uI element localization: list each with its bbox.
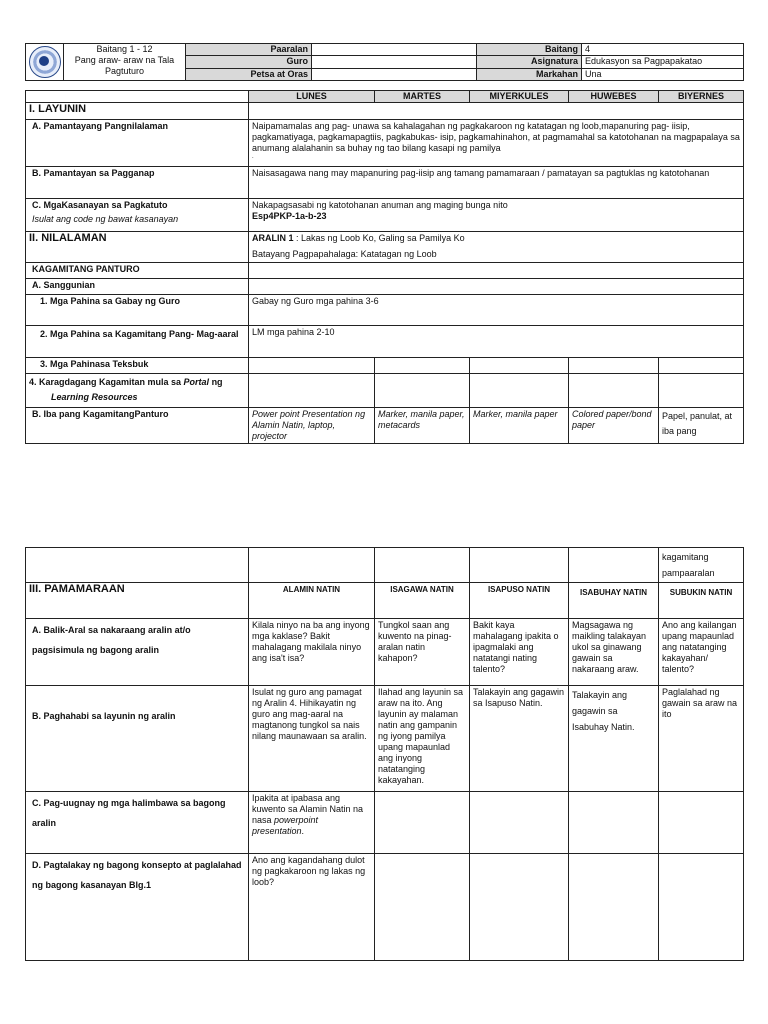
empty-cell (569, 374, 659, 408)
lesson-table-2 (25, 547, 744, 961)
pamantayang-pangnilalaman-label: A. Pamantayang Pangnilalaman (26, 120, 249, 167)
grade-label: Baitang (477, 44, 582, 56)
day-thursday: HUWEBES (569, 91, 659, 103)
materials-thursday: Colored paper/bond paper (569, 408, 659, 444)
balik-aral-wednesday: Bakit kaya mahalagang ipakita o ipagmalaki ang natatangi nating talento? (470, 619, 569, 686)
day-tuesday: MARTES (375, 91, 470, 103)
quarter-value: Una (582, 68, 744, 80)
empty-cell (249, 358, 375, 374)
teacher-label: Guro (186, 56, 312, 68)
portal-pre: 4. Karagdagang Kagamitan mula sa (29, 377, 184, 387)
header-isagawa: ISAGAWA NATIN (375, 583, 470, 619)
pamantayan-pagganap-text: Naisasagawa nang may mapanuring pag-iisip ang tamang pamamaraan / pamatayan sa pagtuklas ng katotohanan (249, 167, 744, 199)
school-label: Paaralan (186, 44, 312, 56)
empty-cell (375, 374, 470, 408)
empty-cell (569, 854, 659, 961)
pag-uugnay-label: C. Pag-uugnay ng mga halimbawa sa bagong aralin (26, 792, 249, 854)
paghahabi-label: B. Paghahabi sa layunin ng aralin (26, 686, 249, 792)
blank-corner (26, 91, 249, 103)
empty-cell (375, 792, 470, 854)
balik-aral-tuesday: Tungkol saan ang kuwento na pinag-aralan natin kahapon? (375, 619, 470, 686)
balik-aral-friday: Ano ang kailangan upang mapaunlad ang natatanging kakayahan/ talento? (659, 619, 744, 686)
materials-tuesday: Marker, manila paper, metacards (375, 408, 470, 444)
subject-value: Edukasyon sa Pagpapakatao (582, 56, 744, 68)
empty-cell (470, 358, 569, 374)
teksbuk-label: 3. Mga Pahinasa Teksbuk (26, 358, 249, 374)
empty-cell (659, 358, 744, 374)
lm-label: 2. Mga Pahina sa Kagamitang Pang- Mag-aaral (26, 326, 249, 358)
balik-aral-label: A. Balik-Aral sa nakaraang aralin at/o pagsisimula ng bagong aralin (26, 619, 249, 686)
balik-aral-monday: Kilala ninyo na ba ang inyong mga kaklase? Bakit mahalagang makilala ninyo ang isa't isa? (249, 619, 375, 686)
school-value (312, 44, 477, 56)
lm-text: LM mga pahina 2-10 (249, 326, 744, 358)
kagamitang-panturo: KAGAMITANG PANTURO (26, 263, 249, 279)
materials-friday: Papel, panulat, at iba pang (659, 408, 744, 444)
aralin-cell (249, 232, 744, 263)
empty-cell (569, 548, 659, 583)
competency: Nakapagsasabi ng katotohanan anuman ang maging bunga nito (252, 200, 508, 210)
day-wednesday: MIYERKULES (470, 91, 569, 103)
aralin-number: ARALIN 1 (252, 233, 294, 243)
pamantayang-pangnilalaman-text (249, 120, 744, 167)
portal-line2: Learning Resources (51, 392, 138, 402)
content-standard-dot: . (252, 154, 254, 160)
empty-cell (249, 548, 375, 583)
empty-cell (249, 279, 744, 295)
empty-cell (659, 374, 744, 408)
paghahabi-friday: Paglalahad ng gawain sa araw na ito (659, 686, 744, 792)
empty-cell (569, 358, 659, 374)
materials-monday: Power point Presentation ng Alamin Natin, laptop, projector (249, 408, 375, 444)
header-isapuso: ISAPUSO NATIN (470, 583, 569, 619)
portal-label (26, 374, 249, 408)
empty-cell (249, 103, 744, 120)
pagtalakay-monday: Ano ang kagandahang dulot ng pagkakaroon ng lakas ng loob? (249, 854, 375, 961)
empty-cell (375, 548, 470, 583)
paghahabi-thursday: Talakayin ang gagawin sa Isabuhay Natin. (569, 686, 659, 792)
empty-cell (470, 374, 569, 408)
pag-uugnay-end: . (301, 826, 305, 836)
title-line1: Pang araw- araw na Tala (74, 55, 175, 65)
competency-code: Esp4PKP-1a-b-23 (252, 211, 327, 221)
header-isabuhay: ISABUHAY NATIN (569, 583, 659, 619)
empty-cell (470, 792, 569, 854)
header-title (64, 44, 186, 81)
paghahabi-tuesday: Ilahad ang layunin sa araw na ito. Ang layunin ay malaman natin ang gampanin ng iyong pamilya upang mapaunlad ang inyong natatanging kakayahan. (375, 686, 470, 792)
kasanayan-text (249, 199, 744, 232)
header-subukin: SUBUKIN NATIN (659, 583, 744, 619)
grade-range: Baitang 1 - 12 (96, 44, 153, 54)
deped-seal-icon (29, 46, 61, 78)
empty-cell (375, 854, 470, 961)
pag-uugnay-monday (249, 792, 375, 854)
empty-cell (375, 358, 470, 374)
subject-label: Asignatura (477, 56, 582, 68)
empty-cell (470, 854, 569, 961)
section-pamamaraan: III. PAMAMARAAN (26, 583, 249, 619)
teacher-value (312, 56, 477, 68)
empty-cell (470, 548, 569, 583)
pagtalakay-label: D. Pagtalakay ng bagong konsepto at paglalahad ng bagong kasanayan Blg.1 (26, 854, 249, 961)
grade-value: 4 (582, 44, 744, 56)
iba-pang-kagamitan-label: B. Iba pang KagamitangPanturo (26, 408, 249, 444)
gabay-guro-text: Gabay ng Guro mga pahina 3-6 (249, 295, 744, 326)
header-table (25, 43, 744, 81)
paghahabi-wednesday: Talakayin ang gagawin sa Isapuso Natin. (470, 686, 569, 792)
day-monday: LUNES (249, 91, 375, 103)
balik-aral-thursday: Magsagawa ng maikling talakayan ukol sa ginawang gawain sa nakaraang araw. (569, 619, 659, 686)
sanggunian: A. Sanggunian (26, 279, 249, 295)
date-label: Petsa at Oras (186, 68, 312, 80)
portal-post: ng (209, 377, 223, 387)
kasanayan-title: C. MgaKasanayan sa Pagkatuto (32, 200, 168, 210)
empty-cell (249, 374, 375, 408)
empty-cell (659, 792, 744, 854)
core-value: Batayang Pagpapahalaga: Katatagan ng Loob (252, 249, 437, 259)
empty-cell (249, 263, 744, 279)
gabay-guro-label: 1. Mga Pahina sa Gabay ng Guro (26, 295, 249, 326)
empty-cell (26, 548, 249, 583)
paghahabi-monday: Isulat ng guro ang pamagat ng Aralin 4. Hihikayatin ng guro ang mag-aaral na magtanong tungkol sa nais nilang maunawaan sa aralin. (249, 686, 375, 792)
deped-seal-cell (26, 44, 64, 81)
empty-cell (569, 792, 659, 854)
portal-italic: Portal (183, 377, 210, 387)
pamantayan-pagganap-label: B. Pamantayan sa Pagganap (26, 167, 249, 199)
content-standard: Naipamamalas ang pag- unawa sa kahalagahan ng pagkakaroon ng katatagan ng loob,mapanuring pag- iisip, pagkamatiyaga, pagkamapagtiis, pagkabukas- isip, pagkamahinahon, at pagmamahal sa katotohanan na magpapalaya sa anumang alalahanin sa buhay ng tao bilang kasapi ng pamilya (252, 121, 740, 153)
header-alamin: ALAMIN NATIN (249, 583, 375, 619)
title-line2: Pagtuturo (104, 66, 145, 76)
day-friday: BIYERNES (659, 91, 744, 103)
lesson-table-1 (25, 90, 744, 444)
pag-uugnay-text: Ipakita at ipabasa ang kuwento sa Alamin Natin na nasa (252, 793, 364, 825)
date-value (312, 68, 477, 80)
aralin-title: : Lakas ng Loob Ko, Galing sa Pamilya Ko (293, 233, 465, 243)
empty-cell (659, 854, 744, 961)
quarter-label: Markahan (477, 68, 582, 80)
section-layunin: I. LAYUNIN (26, 103, 249, 120)
pag-uugnay-italic: powerpoint presentation (252, 815, 319, 836)
kasanayan-note: Isulat ang code ng bawat kasanayan (32, 214, 179, 224)
materials-wednesday: Marker, manila paper (470, 408, 569, 444)
materials-friday-cont: kagamitang pampaaralan (659, 548, 744, 583)
section-nilalaman: II. NILALAMAN (26, 232, 249, 263)
kasanayan-label (26, 199, 249, 232)
